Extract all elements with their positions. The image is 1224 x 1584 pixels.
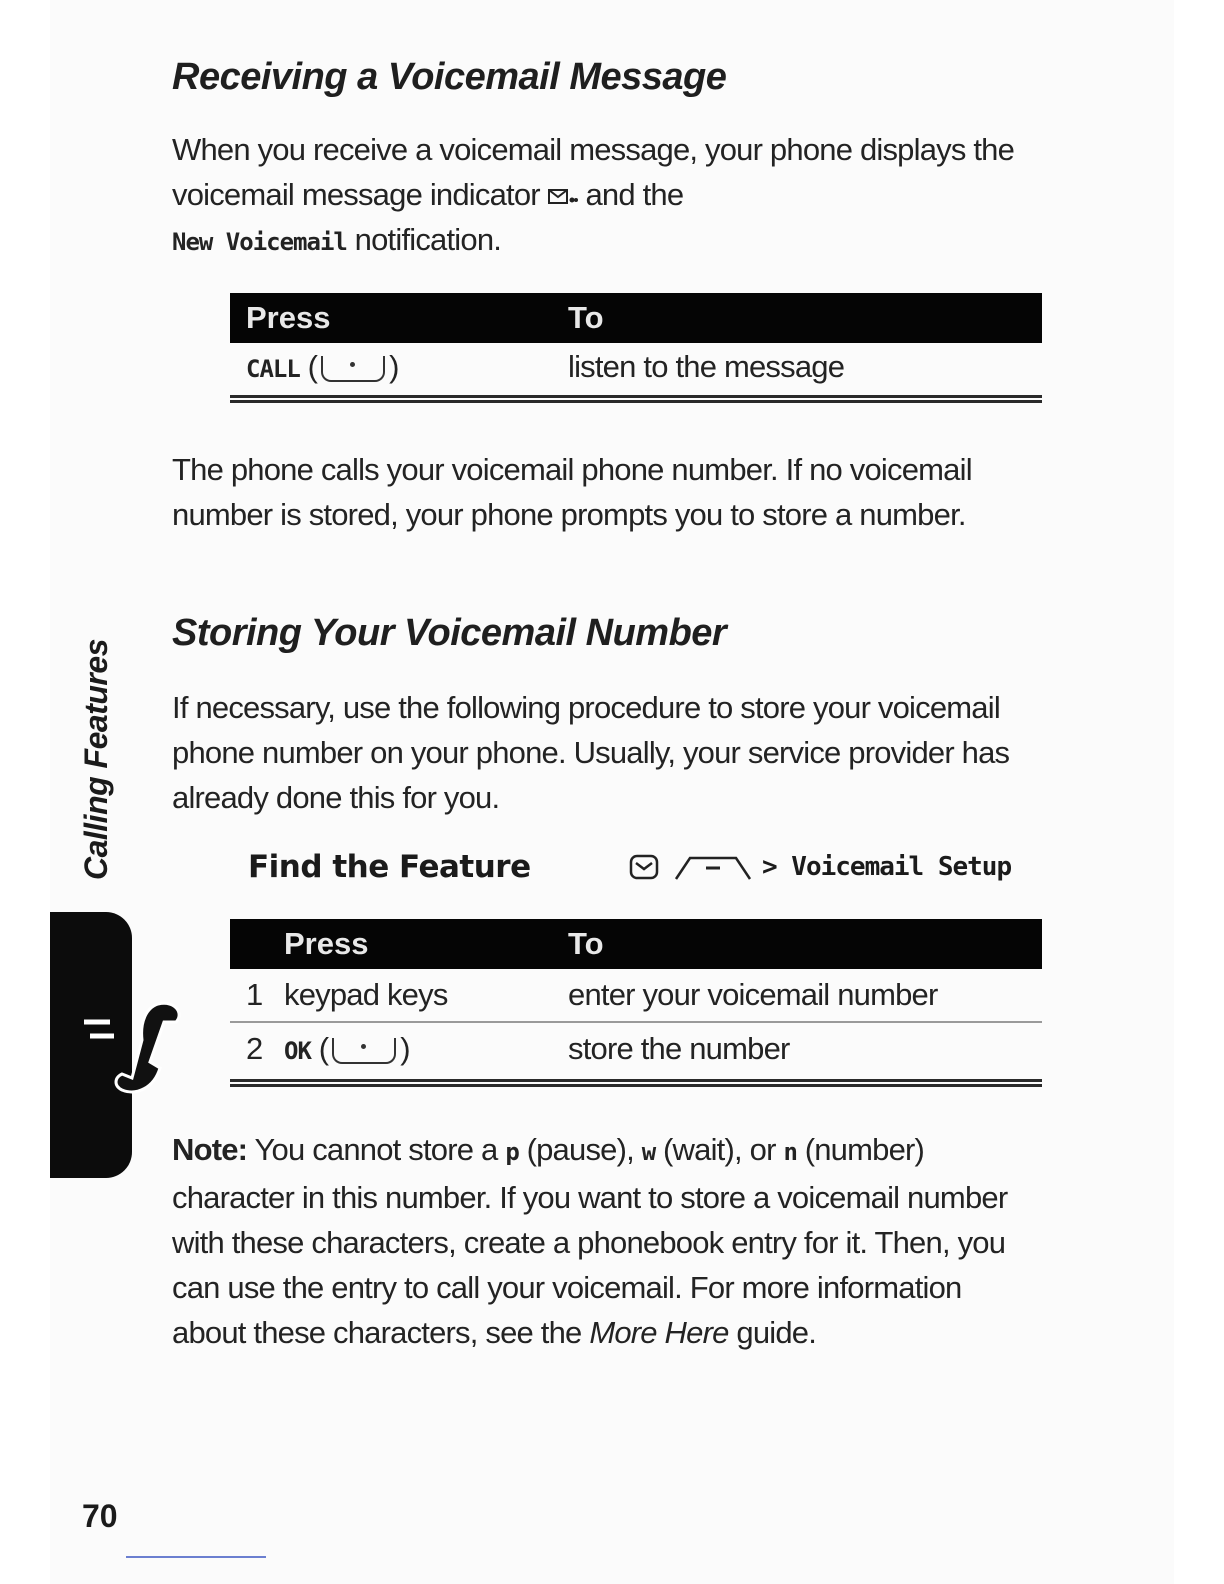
step-number: 2 — [246, 1031, 263, 1066]
right-soft-key-icon — [332, 1038, 396, 1064]
store-table — [230, 919, 1042, 1087]
note-text-c: (wait), or — [663, 1132, 776, 1167]
to-cell: listen to the message — [568, 349, 845, 384]
notification-name: New Voicemail — [172, 228, 347, 256]
voicemail-indicator-icon — [548, 186, 578, 208]
voicemail-setup-path: > Voicemail Setup — [762, 852, 1012, 882]
pause-char: p — [505, 1138, 519, 1166]
header-to: To — [568, 926, 604, 961]
table-row — [230, 969, 1042, 1023]
message-key-icon — [628, 852, 662, 882]
footer-line — [126, 1556, 266, 1558]
press-cell: OK ( ) — [284, 1031, 410, 1066]
intro-text-b: and the — [585, 177, 684, 212]
find-feature-label: Find the Feature — [248, 849, 531, 885]
note-text-e: guide. — [736, 1315, 817, 1350]
guide-name: More Here — [589, 1315, 729, 1350]
press-cell: CALL ( ) — [246, 349, 399, 384]
press-cell: keypad keys — [284, 977, 448, 1012]
receive-table — [230, 293, 1042, 403]
step-number: 1 — [246, 977, 263, 1012]
side-tab-label: Calling Features — [78, 639, 114, 880]
send-key-icon — [321, 356, 385, 382]
note-text-d: (number) character in this number. If you want to store a voicemail number with these characters, create a phonebook entry for it. Then, you can use the entry to call your voicemail. For more information about these characters, see the — [172, 1132, 1008, 1350]
table-row — [230, 343, 1042, 391]
section-title-storing: Storing Your Voicemail Number — [172, 612, 727, 654]
storing-intro: If necessary, use the following procedure to store your voicemail phone number on your phone. Usually, your service provider has already done this for you. — [172, 690, 1010, 815]
note-text-a: You cannot store a — [254, 1132, 498, 1167]
table-row — [230, 1023, 1042, 1075]
intro-text-c: notification. — [354, 222, 502, 257]
table-end-rule — [230, 395, 1042, 403]
number-char: n — [783, 1138, 797, 1166]
page-number: 70 — [82, 1498, 118, 1534]
section-title-receiving: Receiving a Voicemail Message — [172, 56, 727, 98]
table-header — [230, 293, 1042, 343]
header-press: Press — [284, 926, 369, 961]
find-feature-row — [248, 845, 1048, 889]
menu-key-icon — [672, 852, 754, 882]
to-cell: enter your voicemail number — [568, 977, 938, 1012]
phone-handset-icon — [80, 992, 190, 1102]
wait-char: w — [641, 1138, 656, 1166]
intro-text-a: When you receive a voicemail message, your phone displays the voicemail message indicator — [172, 132, 1015, 212]
table-header — [230, 919, 1042, 969]
call-key-label: CALL — [246, 355, 300, 383]
note-paragraph — [172, 1127, 1042, 1355]
to-cell: store the number — [568, 1031, 790, 1066]
receiving-para2: The phone calls your voicemail phone number. If no voicemail number is stored, your phone prompts you to store a number. — [172, 452, 972, 532]
note-label: Note: — [172, 1132, 248, 1167]
note-text-b: (pause), — [526, 1132, 634, 1167]
receiving-intro — [172, 127, 1032, 265]
table-end-rule — [230, 1079, 1042, 1087]
ok-key-label: OK — [284, 1037, 311, 1065]
header-press: Press — [246, 300, 331, 335]
header-to: To — [568, 300, 604, 335]
